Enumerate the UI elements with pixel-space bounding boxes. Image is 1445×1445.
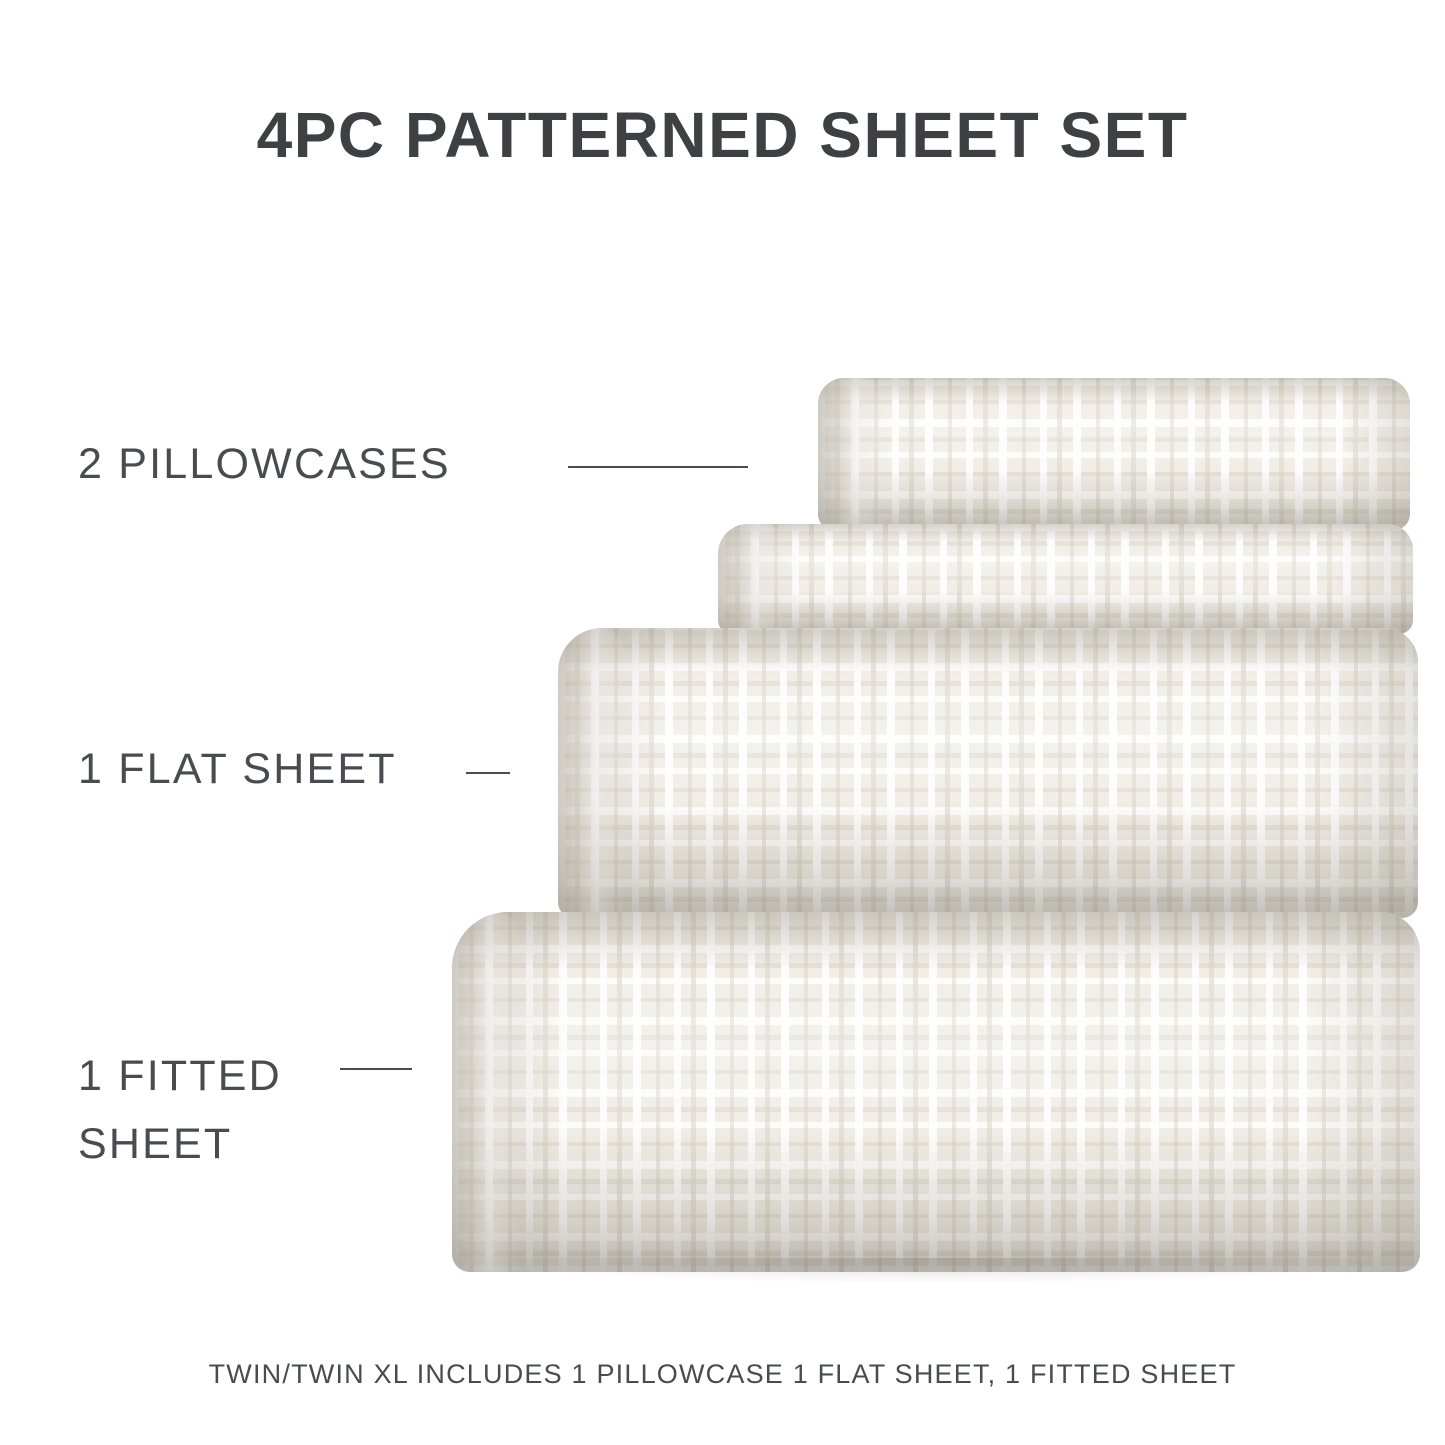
- folded-flat-sheet: [558, 628, 1418, 918]
- fabric-roll-edge: [818, 378, 888, 530]
- callout-label-fitted-sheet: [78, 1042, 282, 1178]
- fabric-side-shading: [558, 628, 1418, 918]
- fabric-roll-edge: [452, 912, 522, 1272]
- fabric-shading: [818, 378, 1410, 530]
- plaid-pattern: [452, 912, 1420, 1272]
- fabric-side-shading: [718, 524, 1413, 634]
- leader-line-flat-sheet: [466, 772, 510, 774]
- callout-label-pillowcases: 2 PILLOWCASES: [78, 440, 451, 488]
- plaid-pattern: [818, 378, 1410, 530]
- callout-label-flat-sheet: 1 FLAT SHEET: [78, 745, 397, 793]
- fabric-roll-edge: [558, 628, 628, 918]
- folded-fitted-sheet: [452, 912, 1420, 1272]
- callout-label-fitted-sheet-line1: 1 FITTED: [78, 1052, 282, 1100]
- plaid-pattern: [718, 524, 1413, 634]
- folded-pillowcase-bottom: [718, 524, 1413, 634]
- fabric-shading: [718, 524, 1413, 634]
- leader-line-fitted-sheet: [340, 1068, 412, 1070]
- callout-label-fitted-sheet-line2: SHEET: [78, 1120, 233, 1168]
- page-title: 4PC PATTERNED SHEET SET: [256, 99, 1189, 171]
- fabric-roll-edge: [718, 524, 788, 634]
- footer-note: TWIN/TWIN XL INCLUDES 1 PILLOWCASE 1 FLAT SHEET, 1 FITTED SHEET: [208, 1359, 1237, 1389]
- stack-drop-shadow: [452, 1258, 1420, 1284]
- plaid-pattern: [558, 628, 1418, 918]
- fabric-side-shading: [818, 378, 1410, 530]
- fabric-shading: [558, 628, 1418, 918]
- leader-line-pillowcases: [568, 466, 748, 468]
- fabric-side-shading: [452, 912, 1420, 1272]
- fabric-shading: [452, 912, 1420, 1272]
- folded-pillowcase-top: [818, 378, 1410, 530]
